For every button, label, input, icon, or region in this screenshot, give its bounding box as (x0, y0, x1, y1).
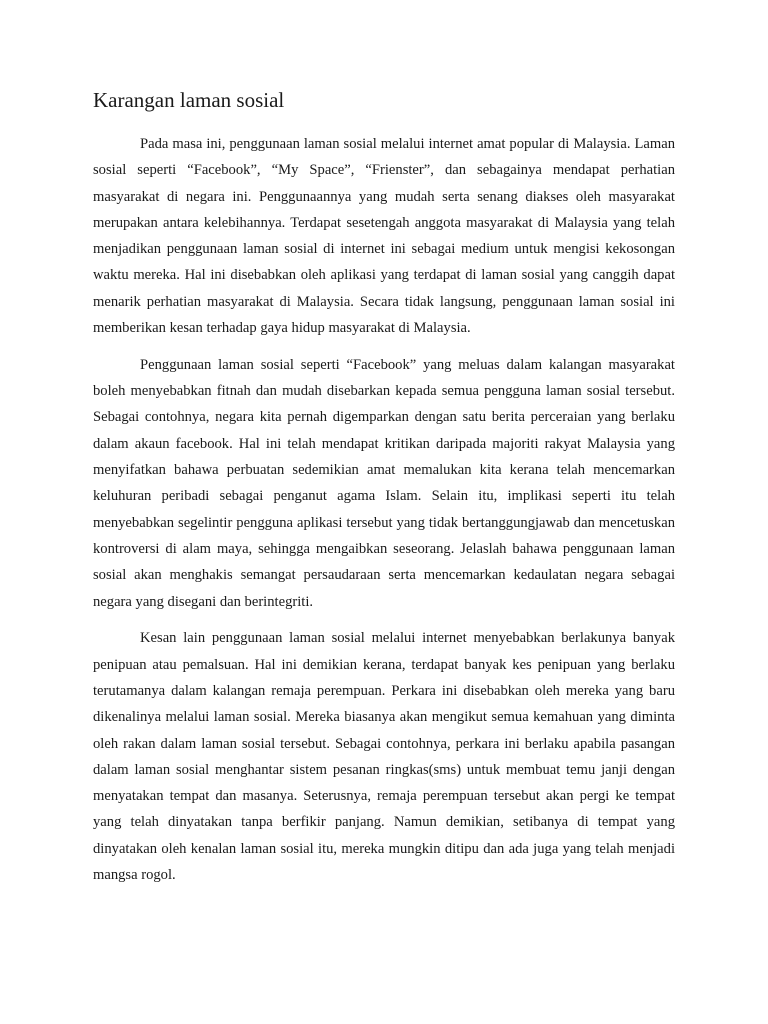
paragraph-3: Kesan lain penggunaan laman sosial melalui internet menyebabkan berlakunya banyak penipuan atau pemalsuan. Hal ini demikian kerana, terdapat banyak kes penipuan yang berlaku terutamanya dalam kalangan remaja perempuan. Perkara ini disebabkan oleh mereka yang baru dikenalinya melalui laman sosial. Mereka biasanya akan mengikut semua kemahuan yang diminta oleh rakan dalam laman sosial tersebut. Sebagai contohnya, perkara ini berlaku apabila pasangan dalam laman sosial menghantar sistem pesanan ringkas(sms) untuk membuat temu janji dengan menyatakan tempat dan masanya. Seterusnya, remaja perempuan tersebut akan pergi ke tempat yang telah dinyatakan tanpa berfikir panjang. Namun demikian, setibanya di tempat yang dinyatakan oleh kenalan laman sosial itu, mereka mungkin ditipu dan ada juga yang telah menjadi mangsa rogol. (93, 630, 675, 884)
paragraph-2: Penggunaan laman sosial seperti “Facebook” yang meluas dalam kalangan masyarakat boleh menyebabkan fitnah dan mudah disebarkan kepada semua pengguna laman sosial tersebut. Sebagai contohnya, negara kita pernah digemparkan dengan satu berita perceraian yang berlaku dalam akaun facebook. Hal ini telah mendapat kritikan daripada majoriti rakyat Malaysia yang menyifatkan bahawa perbuatan sedemikian amat memalukan kita kerana telah mencemarkan keluhuran peribadi sebagai penganut agama Islam. Selain itu, implikasi seperti itu telah menyebabkan segelintir pengguna aplikasi tersebut yang tidak bertanggungjawab dan mencetuskan kontroversi di alam maya, sehingga mengaibkan seseorang. Jelaslah bahawa penggunaan laman sosial akan menghakis semangat persaudaraan serta mencemarkan kedaulatan negara sebagai negara yang disegani dan berintegriti. (93, 356, 675, 610)
document-page (93, 86, 675, 899)
document-title: Karangan laman sosial (93, 88, 285, 112)
paragraph-1: Pada masa ini, penggunaan laman sosial melalui internet amat popular di Malaysia. Laman sosial seperti “Facebook”, “My Space”, “Frienster”, dan sebagainya mendapat perhatian masyarakat di negara ini. Penggunaannya yang mudah serta senang diakses oleh masyarakat merupakan antara kelebihannya. Terdapat sesetengah anggota masyarakat di Malaysia yang telah menjadikan penggunaan laman sosial di internet ini sebagai medium untuk mengisi kekosongan waktu mereka. Hal ini disebabkan oleh aplikasi yang terdapat di laman sosial yang canggih dapat menarik perhatian masyarakat di Malaysia. Secara tidak langsung, penggunaan laman sosial ini memberikan kesan terhadap gaya hidup masyarakat di Malaysia. (93, 136, 675, 337)
